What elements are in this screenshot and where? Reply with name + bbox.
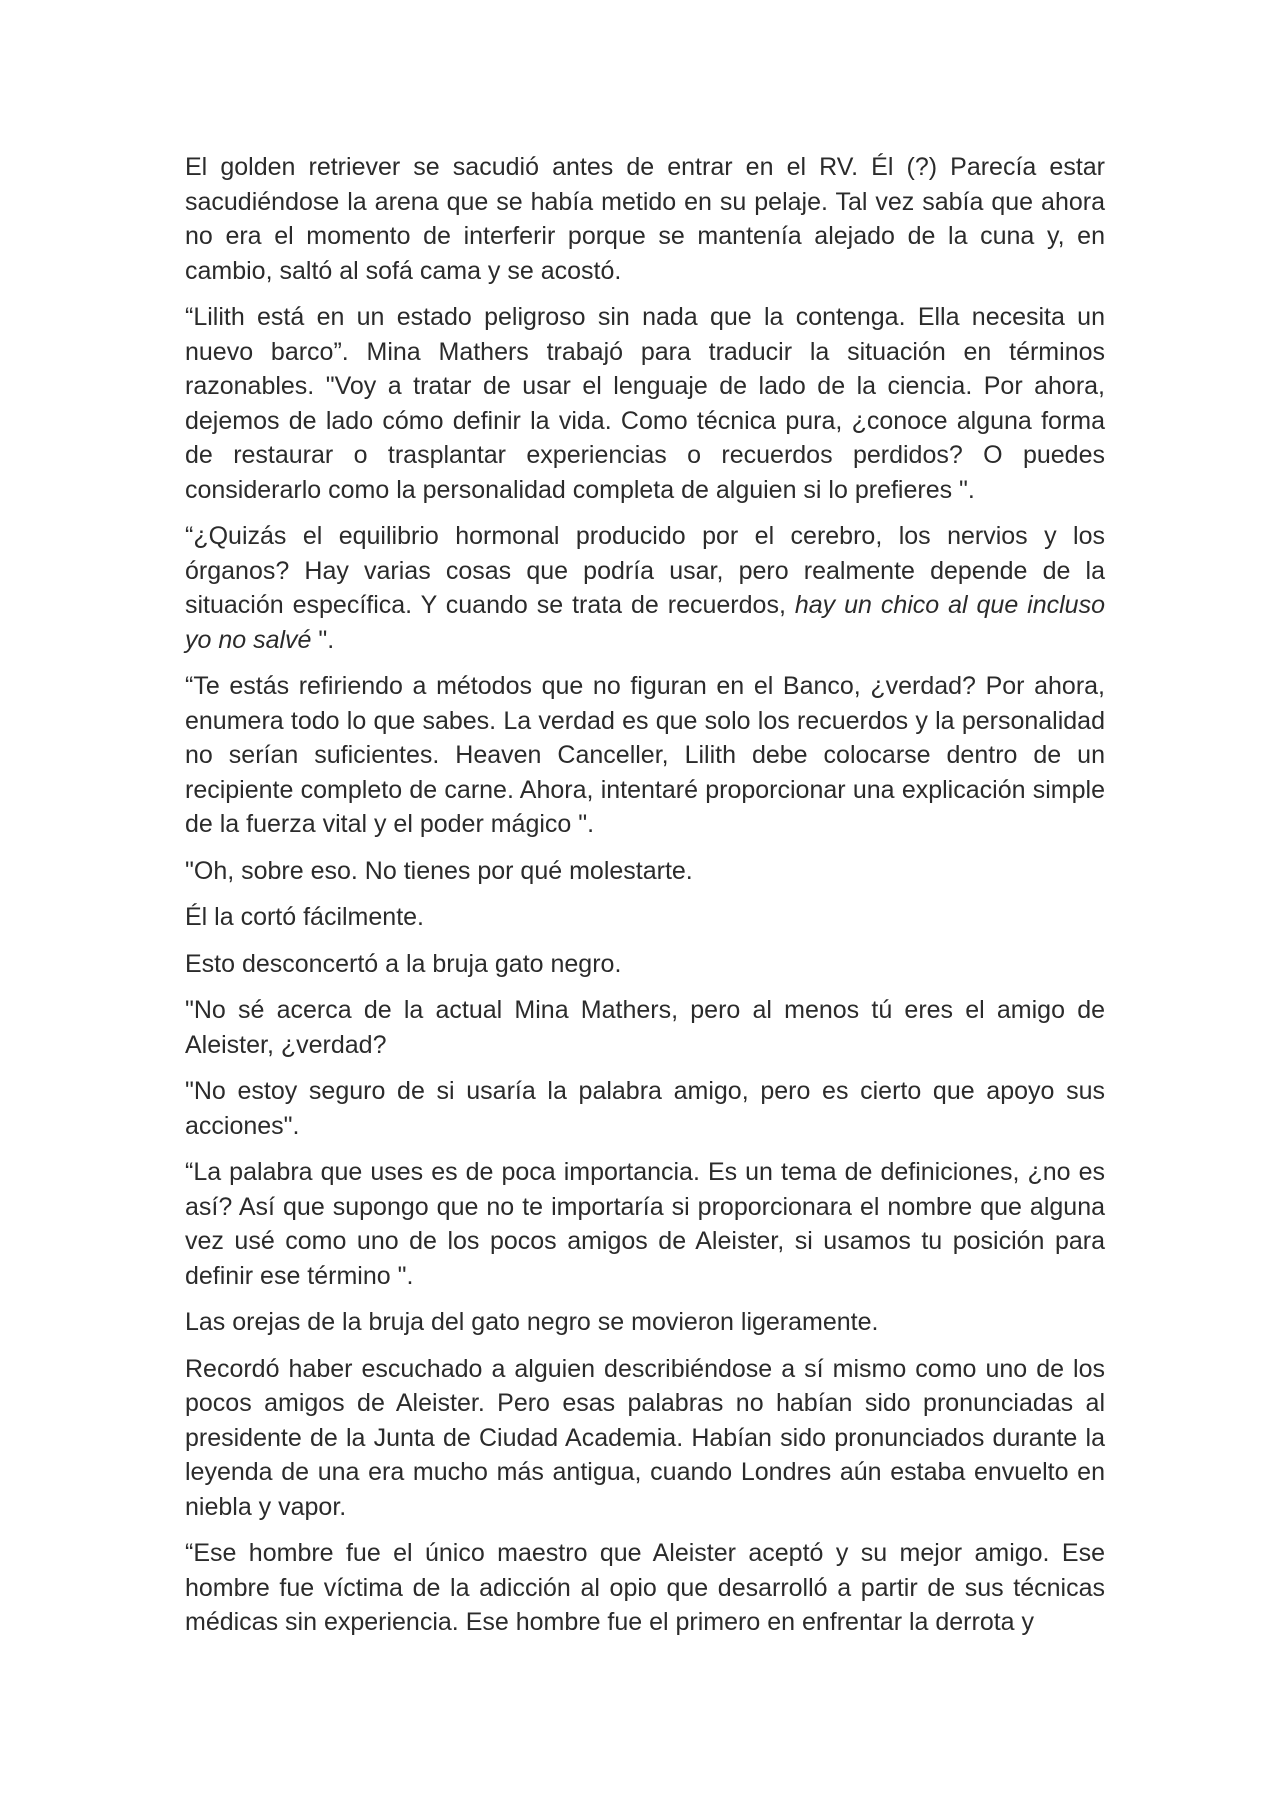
- paragraph: [185, 900, 1105, 935]
- paragraph-text: Esto desconcertó a la bruja gato negro.: [185, 949, 622, 978]
- paragraph: [185, 1155, 1105, 1293]
- paragraph: [185, 1352, 1105, 1525]
- paragraph: [185, 1536, 1105, 1640]
- paragraph: [185, 854, 1105, 889]
- paragraph: [185, 519, 1105, 657]
- paragraph-text: Las orejas de la bruja del gato negro se movieron ligeramente.: [185, 1308, 879, 1336]
- paragraph-text: “Ese hombre fue el único maestro que Aleister aceptó y su mejor amigo. Ese hombre fue víctima de la adicción al opio que desarrolló a partir de sus técnicas médicas sin experiencia. Ese hombre fue el primero en enfrentar la derrota y: [185, 1539, 1105, 1636]
- paragraph-text: Recordó haber escuchado a alguien describiéndose a sí mismo como uno de los pocos amigos de Aleister. Pero esas palabras no habían sido pronunciadas al presidente de la Junta de Ciudad Academia. Habían sido pronunciados durante la leyenda de una era mucho más antigua, cuando Londres aún estaba envuelto en niebla y vapor.: [185, 1354, 1105, 1521]
- paragraph-text: “¿Quizás el equilibrio hormonal producido por el cerebro, los nervios y los órganos? Hay varias cosas que podría usar, pero realmente depende de la situación específica. Y cuando se trata de recuerdos,: [185, 522, 1105, 619]
- paragraph-text: "No sé acerca de la actual Mina Mathers, pero al menos tú eres el amigo de Aleister, ¿verdad?: [185, 996, 1105, 1059]
- paragraph-text: “Te estás refiriendo a métodos que no figuran en el Banco, ¿verdad? Por ahora, enumera todo lo que sabes. La verdad es que solo los recuerdos y la personalidad no serían suficientes. Heaven Canceller, Lilith debe colocarse dentro de un recipiente completo de carne. Ahora, intentaré proporcionar una explicación simple de la fuerza vital y el poder mágico ".: [185, 672, 1105, 838]
- paragraph-text: “La palabra que uses es de poca importancia. Es un tema de definiciones, ¿no es así? Así que supongo que no te importaría si proporcionara el nombre que alguna vez usé como uno de los pocos amigos de Aleister, si usamos tu posición para definir ese término ".: [185, 1158, 1105, 1290]
- paragraph: [185, 993, 1105, 1062]
- paragraph-text: El golden retriever se sacudió antes de entrar en el RV. Él (?) Parecía estar sacudiéndose la arena que se había metido en su pelaje. Tal vez sabía que ahora no era el momento de interferir porque se mantenía alejado de la cuna y, en cambio, saltó al sofá cama y se acostó.: [185, 153, 1105, 285]
- paragraph-text: ".: [311, 625, 335, 654]
- paragraph: [185, 1074, 1105, 1143]
- paragraph: [185, 300, 1105, 507]
- paragraph: [185, 669, 1105, 842]
- paragraph-text: "No estoy seguro de si usaría la palabra amigo, pero es cierto que apoyo sus acciones".: [185, 1077, 1105, 1140]
- paragraph-text: "Oh, sobre eso. No tienes por qué molestarte.: [185, 856, 693, 885]
- paragraph: [185, 150, 1105, 288]
- paragraph: [185, 1305, 1105, 1340]
- body-text: [185, 150, 1105, 1652]
- paragraph-text: “Lilith está en un estado peligroso sin nada que la contenga. Ella necesita un nuevo barco”. Mina Mathers trabajó para traducir la situación en términos razonables. "Voy a tratar de usar el lenguaje de lado de la ciencia. Por ahora, dejemos de lado cómo definir la vida. Como técnica pura, ¿conoce alguna forma de restaurar o trasplantar experiencias o recuerdos perdidos? O puedes considerarlo como la personalidad completa de alguien si lo prefieres ".: [185, 303, 1105, 504]
- paragraph-text: Él la cortó fácilmente.: [185, 903, 424, 931]
- paragraph: [185, 947, 1105, 982]
- italic-text: hay un chico al que incluso yo no salvé: [185, 591, 1105, 654]
